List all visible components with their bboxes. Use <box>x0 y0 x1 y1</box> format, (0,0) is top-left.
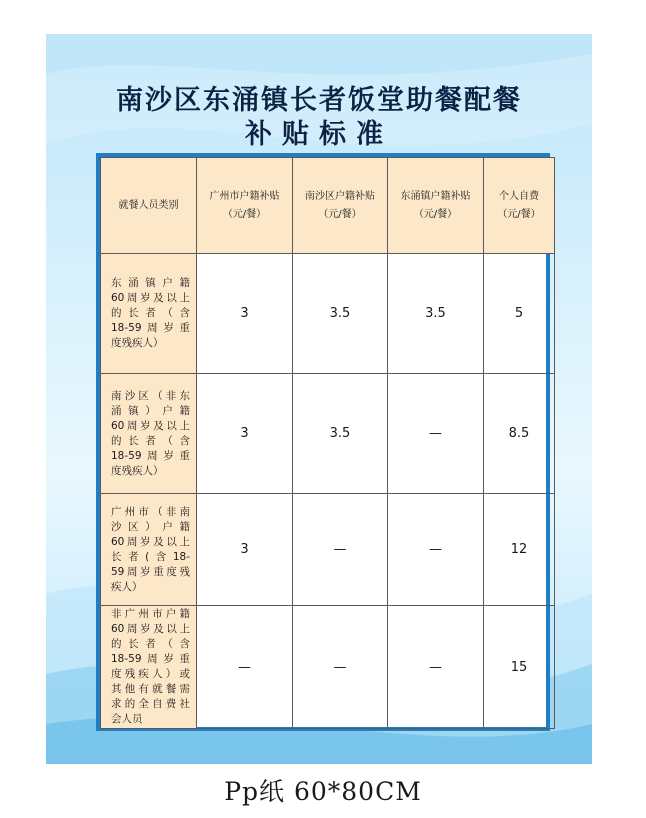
category-line: 60周岁及以上 <box>111 623 190 635</box>
cell-guangzhou: 3 <box>197 494 293 606</box>
cell-nansha: 3.5 <box>293 254 388 374</box>
poster-title-line1: 南沙区东涌镇长者饭堂助餐配餐 <box>116 85 522 116</box>
header-self-pay-label: 个人自费 <box>499 190 539 202</box>
category-line: 59周岁重度残 <box>111 565 190 578</box>
row-category <box>101 254 197 374</box>
category-line: 18-59周岁重 <box>111 322 190 334</box>
category-line: 涌镇）户籍 <box>111 404 190 417</box>
category-line: 其他有就餐需 <box>111 683 190 695</box>
header-nansha-label: 南沙区户籍补贴 <box>305 190 375 202</box>
cell-self-pay: 5 <box>484 254 555 374</box>
category-line: 60周岁及以上 <box>111 292 190 304</box>
header-dongchong-subsidy <box>388 158 484 254</box>
category-line: 会人员 <box>111 713 143 725</box>
category-line: 沙区）户籍 <box>111 520 190 533</box>
header-self-pay-unit: （元/餐） <box>497 208 541 220</box>
poster <box>46 34 592 764</box>
header-category-label: 就餐人员类别 <box>118 199 179 211</box>
table-header-row <box>101 158 555 254</box>
header-nansha-unit: （元/餐） <box>318 208 362 220</box>
cell-self-pay: 8.5 <box>484 374 555 494</box>
row-category <box>101 494 197 606</box>
category-line: 非广州市户籍 <box>111 608 190 620</box>
table-row <box>101 374 555 494</box>
cell-nansha: — <box>293 494 388 606</box>
header-dongchong-label: 东涌镇户籍补贴 <box>400 190 471 202</box>
cell-guangzhou: 3 <box>197 374 293 494</box>
category-line: 度残疾人）或 <box>111 668 190 680</box>
category-line: 60周岁及以上 <box>111 535 190 548</box>
table-row <box>101 606 555 729</box>
category-line: 18-59周岁重 <box>111 449 190 462</box>
header-guangzhou-unit: （元/餐） <box>222 208 267 220</box>
paper-size-caption: Pp纸 60*80CM <box>224 777 422 806</box>
row-category <box>101 606 197 729</box>
poster-title-line2: 补贴标准 <box>245 119 393 150</box>
category-line: 的长者（含 <box>111 307 190 319</box>
table-row <box>101 254 555 374</box>
header-category <box>101 158 197 254</box>
category-line: 度残疾人） <box>111 337 164 349</box>
category-line: 疾人） <box>111 580 143 593</box>
header-self-pay <box>484 158 555 254</box>
header-guangzhou-label: 广州市户籍补贴 <box>209 190 280 202</box>
category-line: 南沙区（非东 <box>111 389 190 402</box>
cell-dongchong: — <box>388 606 484 729</box>
cell-self-pay: 12 <box>484 494 555 606</box>
header-nansha-subsidy <box>293 158 388 254</box>
cell-dongchong: — <box>388 374 484 494</box>
header-dongchong-unit: （元/餐） <box>413 208 458 220</box>
row-category <box>101 374 197 494</box>
cell-nansha: 3.5 <box>293 374 388 494</box>
category-line: 18-59周岁重 <box>111 653 190 665</box>
cell-dongchong: — <box>388 494 484 606</box>
cell-dongchong: 3.5 <box>388 254 484 374</box>
subsidy-table-frame <box>96 153 550 731</box>
category-line: 求的全自费社 <box>111 698 190 710</box>
cell-guangzhou: 3 <box>197 254 293 374</box>
cell-self-pay: 15 <box>484 606 555 729</box>
category-line: 的长者（含 <box>111 434 190 447</box>
subsidy-table <box>100 157 555 729</box>
category-line: 度残疾人） <box>111 464 164 477</box>
category-line: 东涌镇户籍 <box>111 277 190 289</box>
header-guangzhou-subsidy <box>197 158 293 254</box>
table-row <box>101 494 555 606</box>
category-line: 广州市（非南 <box>111 505 190 518</box>
cell-guangzhou: — <box>197 606 293 729</box>
category-line: 的长者（含 <box>111 638 190 650</box>
cell-nansha: — <box>293 606 388 729</box>
category-line: 长者(含18- <box>111 550 190 563</box>
category-line: 60周岁及以上 <box>111 419 190 432</box>
